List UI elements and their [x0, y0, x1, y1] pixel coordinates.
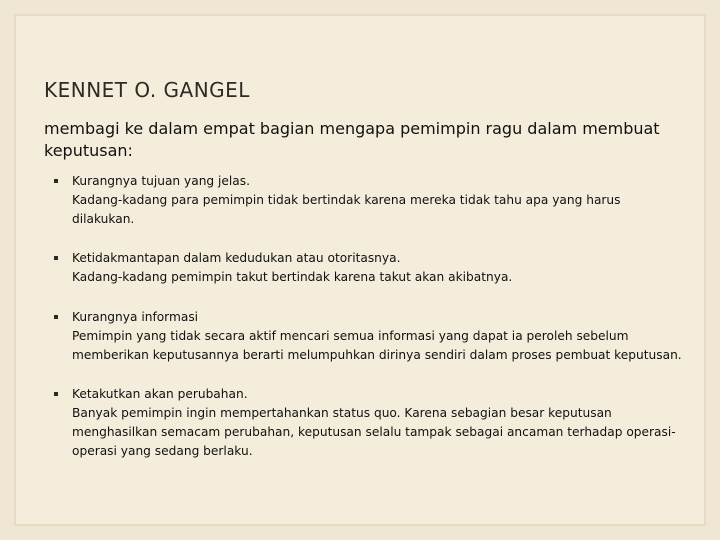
square-bullet-icon — [54, 315, 58, 319]
bullet-title-2: Ketidakmantapan dalam kedudukan atau otoritasnya. — [72, 251, 401, 266]
slide-intro: membagi ke dalam empat bagian mengapa pemimpin ragu dalam membuat keputusan: — [44, 119, 660, 160]
bullet-item-3 — [44, 308, 684, 364]
square-bullet-icon — [54, 392, 58, 396]
bullet-title-1: Kurangnya tujuan yang jelas. — [72, 174, 250, 188]
bullet-title-4: Ketakutkan akan perubahan. — [72, 387, 248, 402]
bullet-item-1 — [44, 172, 684, 228]
bullet-list — [44, 172, 684, 482]
slide-title: KENNET O. GANGEL — [44, 78, 250, 102]
square-bullet-icon — [54, 256, 58, 260]
bullet-item-4 — [44, 385, 684, 460]
bullet-text-4: Banyak pemimpin ingin mempertahankan status quo. Karena sebagian besar keputusan menghasilkan semacam perubahan, keputusan selalu tampak sebagai ancaman terhadap operasi-operasi yang sedang berlaku. — [72, 406, 676, 458]
bullet-text-1: Kadang-kadang para pemimpin tidak bertindak karena mereka tidak tahu apa yang harus dilakukan. — [72, 192, 621, 226]
bullet-title-3: Kurangnya informasi — [72, 309, 199, 324]
square-bullet-icon — [54, 179, 58, 183]
bullet-text-3: Pemimpin yang tidak secara aktif mencari semua informasi yang dapat ia peroleh sebelum memberikan keputusannya berarti melumpuhkan dirinya sendiri dalam proses pembuat keputusan. — [72, 328, 682, 362]
bullet-text-2: Kadang-kadang pemimpin takut bertindak karena takut akan akibatnya. — [72, 270, 513, 285]
bullet-item-2 — [44, 249, 684, 287]
